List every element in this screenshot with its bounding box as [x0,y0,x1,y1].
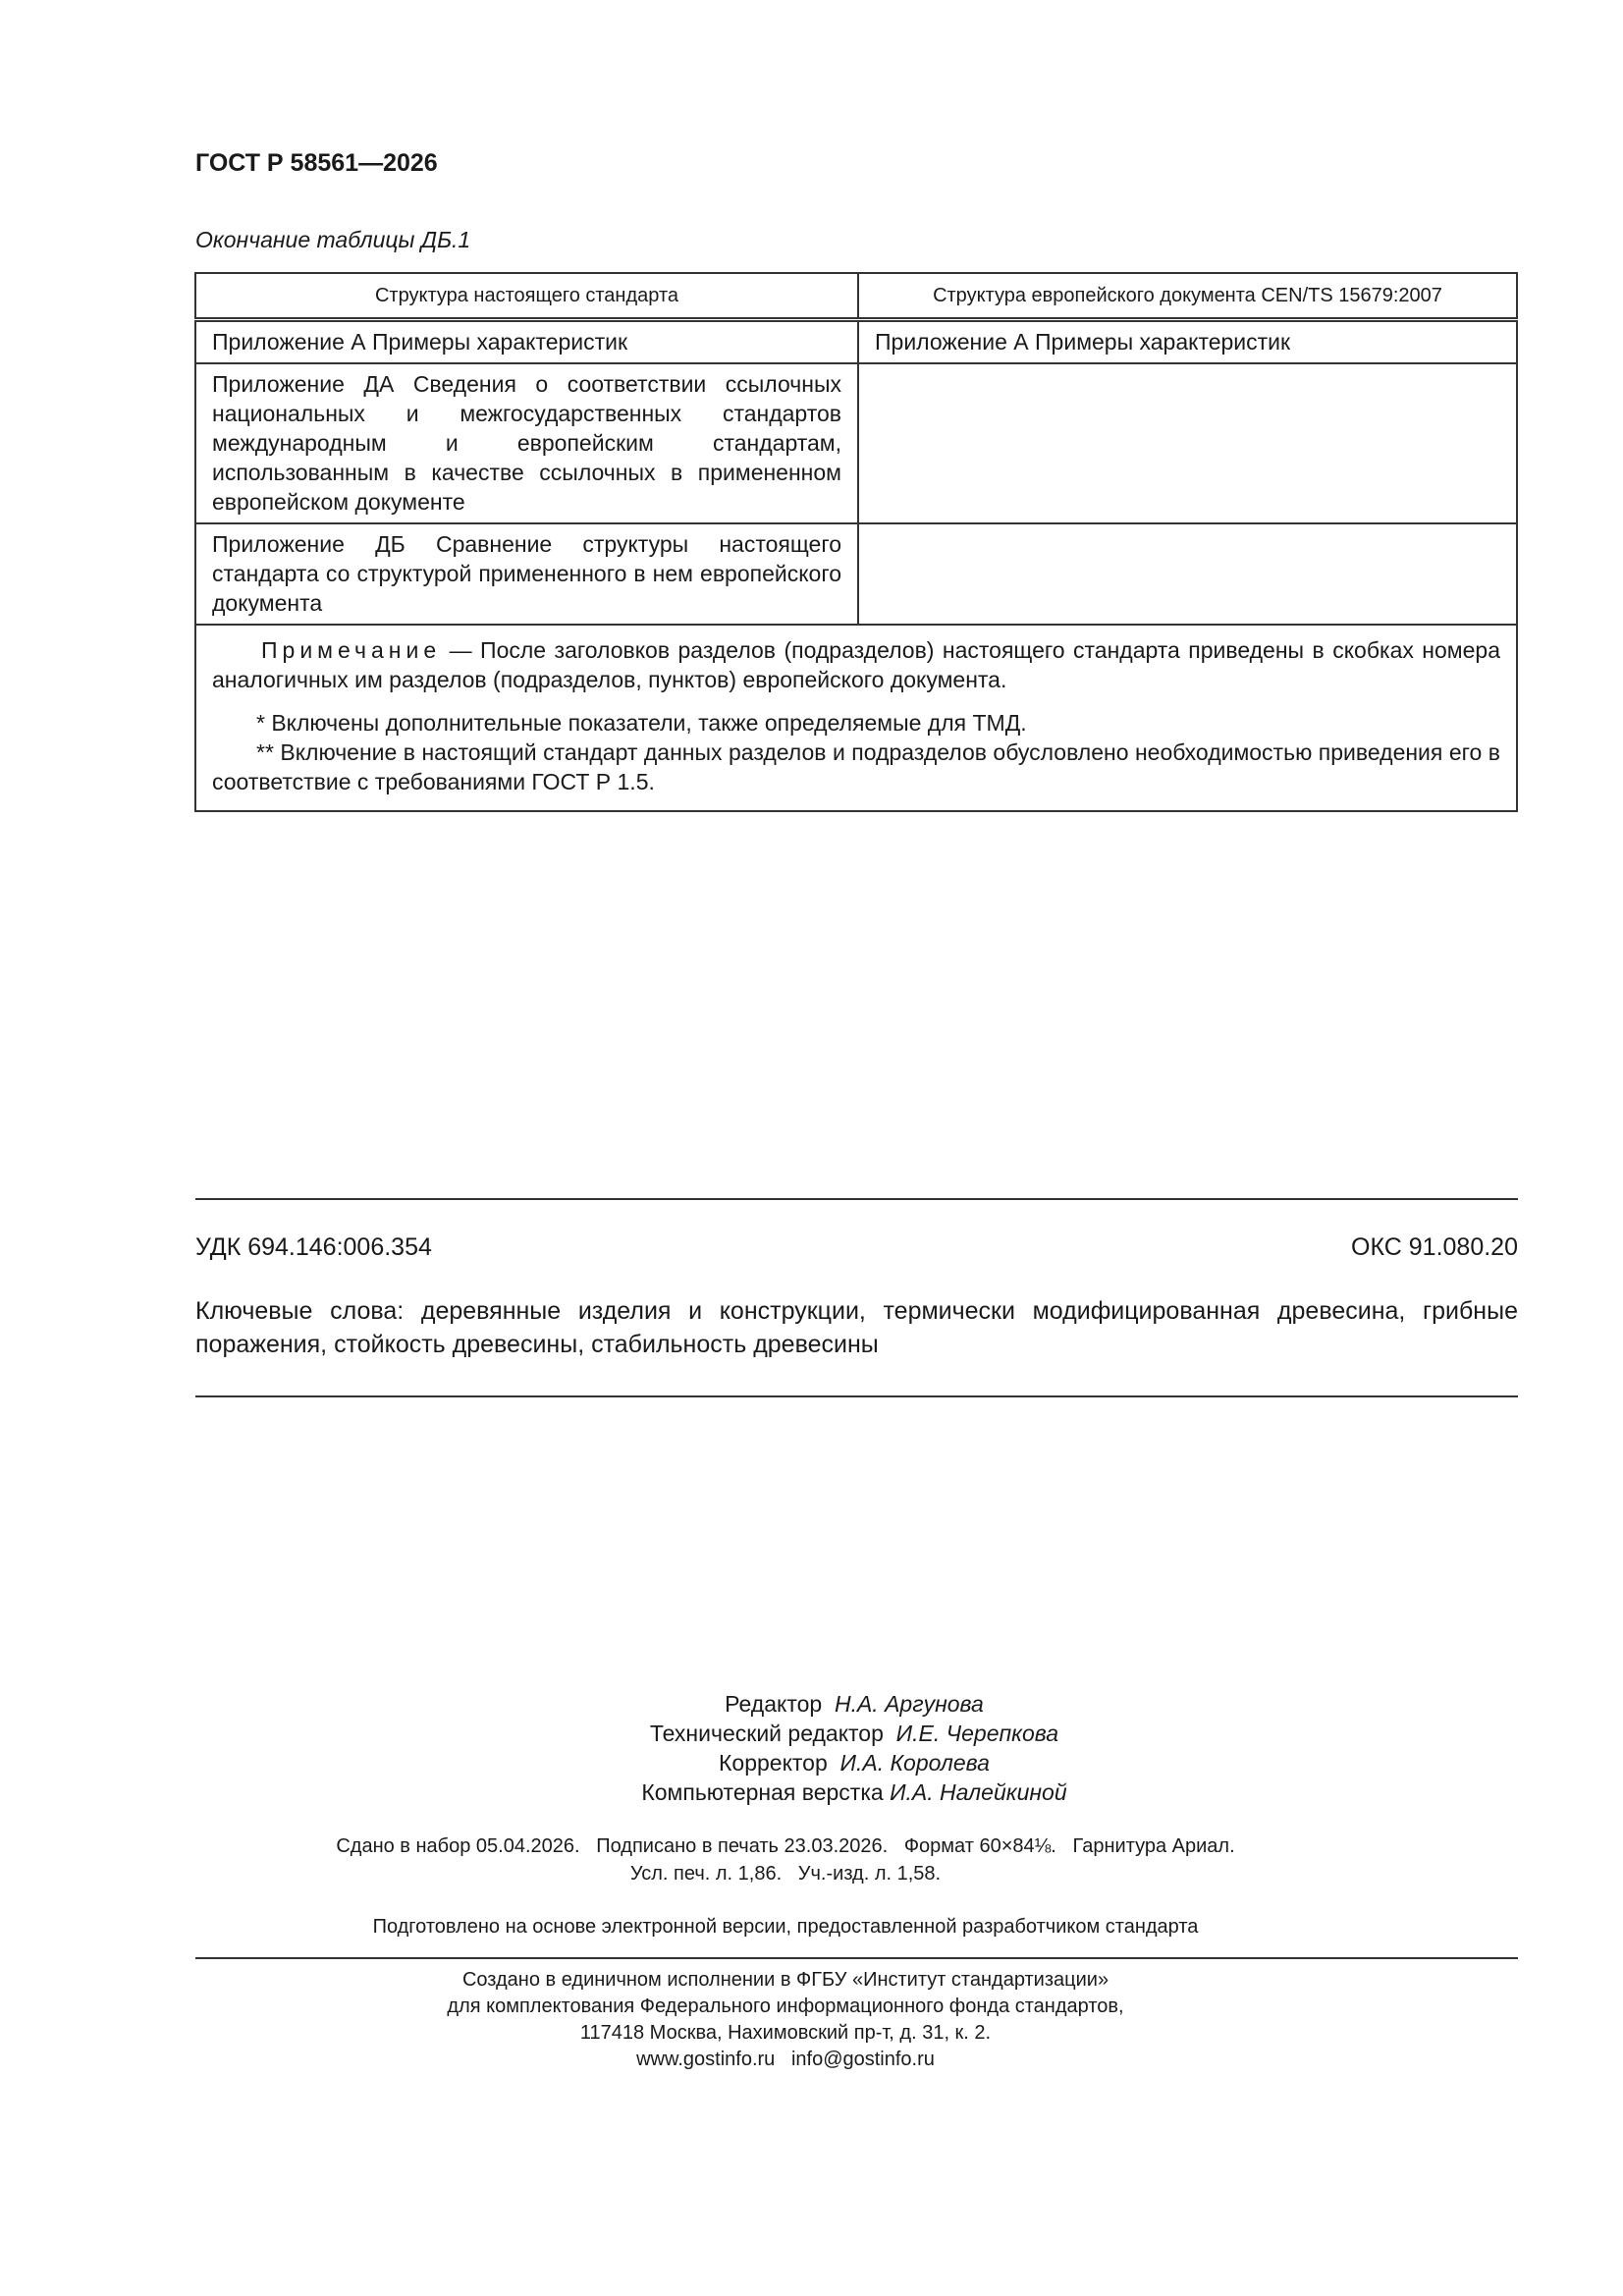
proofreader-name: И.А. Королева [839,1750,990,1776]
publication-line-2: Усл. печ. л. 1,86. Уч.-изд. л. 1,58. [629,1863,942,1885]
cell-text: Приложение ДА Сведения о соответствии ссылочных национальных и межгосударственных стандартов международным и европейским стандартам, использованным в качестве ссылочных в примененном европейском документе [212,371,841,515]
table-cell [858,363,1517,523]
footnote-2: ** Включение в настоящий стандарт данных разделов и подразделов обусловлено необходимостью приведения его в соответствие с требованиями ГОСТ Р 1.5. [212,739,1500,794]
proofreader-line [550,1748,1159,1777]
cell-text [859,364,1516,375]
table-cell [195,523,858,625]
publication-line-1: Сдано в набор 05.04.2026. Подписано в печать 23.03.2026. Формат 60×84⅛. Гарнитура Ариал. [336,1835,1235,1857]
layout-name: И.А. Налейкиной [890,1779,1067,1805]
note-text: — После заголовков разделов (подразделов) настоящего стандарта приведены в скобках номера аналогичных им разделов (подразделов, пунктов) европейского документа. [212,637,1500,692]
created-line: для комплектования Федерального информационного фонда стандартов, [447,1995,1124,2017]
created-info [295,1967,1276,2073]
keywords: Ключевые слова: деревянные изделия и конструкции, термически модифицированная древесина, грибные поражения, стойкость древесины, стабильность древесины [195,1297,1518,1358]
divider-bottom [195,1957,1518,1959]
publication-info [295,1832,1276,1887]
cell-text: Приложение ДБ Сравнение структуры настоящего стандарта со структурой примененного в нем европейского документа [212,531,841,616]
cell-text: Приложение А Примеры характеристик [212,329,628,355]
oks-code: ОКС 91.080.20 [1351,1233,1518,1261]
credits-block [550,1689,1159,1807]
tech-editor-line [550,1719,1159,1748]
table-row [195,523,1517,625]
table-caption: Окончание таблицы ДБ.1 [195,227,471,252]
editor-label: Редактор [725,1691,823,1717]
table-note-row [195,625,1517,811]
tech-editor-label: Технический редактор [649,1721,884,1746]
divider-keywords [195,1395,1518,1397]
note-label: Примечание [261,637,442,663]
table-note [212,635,1500,694]
table-note-cell [195,625,1517,811]
document-code: ГОСТ Р 58561—2026 [195,149,438,177]
column-header-european: Структура европейского документа CEN/TS 15679:2007 [858,273,1517,320]
tech-editor-name: И.Е. Черепкова [895,1721,1059,1746]
cell-text [859,524,1516,535]
table-cell [858,320,1517,364]
cell-text: Приложение А Примеры характеристик [875,329,1291,355]
prepared-note: Подготовлено на основе электронной версии, предоставленной разработчиком стандарта [372,1916,1199,1938]
table-row [195,363,1517,523]
table-cell [195,320,858,364]
table-cell [858,523,1517,625]
created-line: www.gostinfo.ru info@gostinfo.ru [636,2049,935,2070]
editor-line [550,1689,1159,1719]
table-header-row [195,273,1517,320]
table-row [195,320,1517,364]
layout-line [550,1777,1159,1807]
table-cell [195,363,858,523]
created-line: 117418 Москва, Нахимовский пр-т, д. 31, к. 2. [579,2022,992,2044]
footnote-1: * Включены дополнительные показатели, также определяемые для ТМД. [256,710,1027,736]
structure-comparison-table [194,272,1518,812]
layout-label: Компьютерная верстка [641,1779,884,1805]
proofreader-label: Корректор [719,1750,828,1776]
divider-top [195,1198,1518,1200]
column-header-national: Структура настоящего стандарта [195,273,858,320]
editor-name: Н.А. Аргунова [834,1691,984,1717]
udk-code: УДК 694.146:006.354 [195,1233,432,1261]
created-line: Создано в единичном исполнении в ФГБУ «Институт стандартизации» [461,1969,1109,1991]
